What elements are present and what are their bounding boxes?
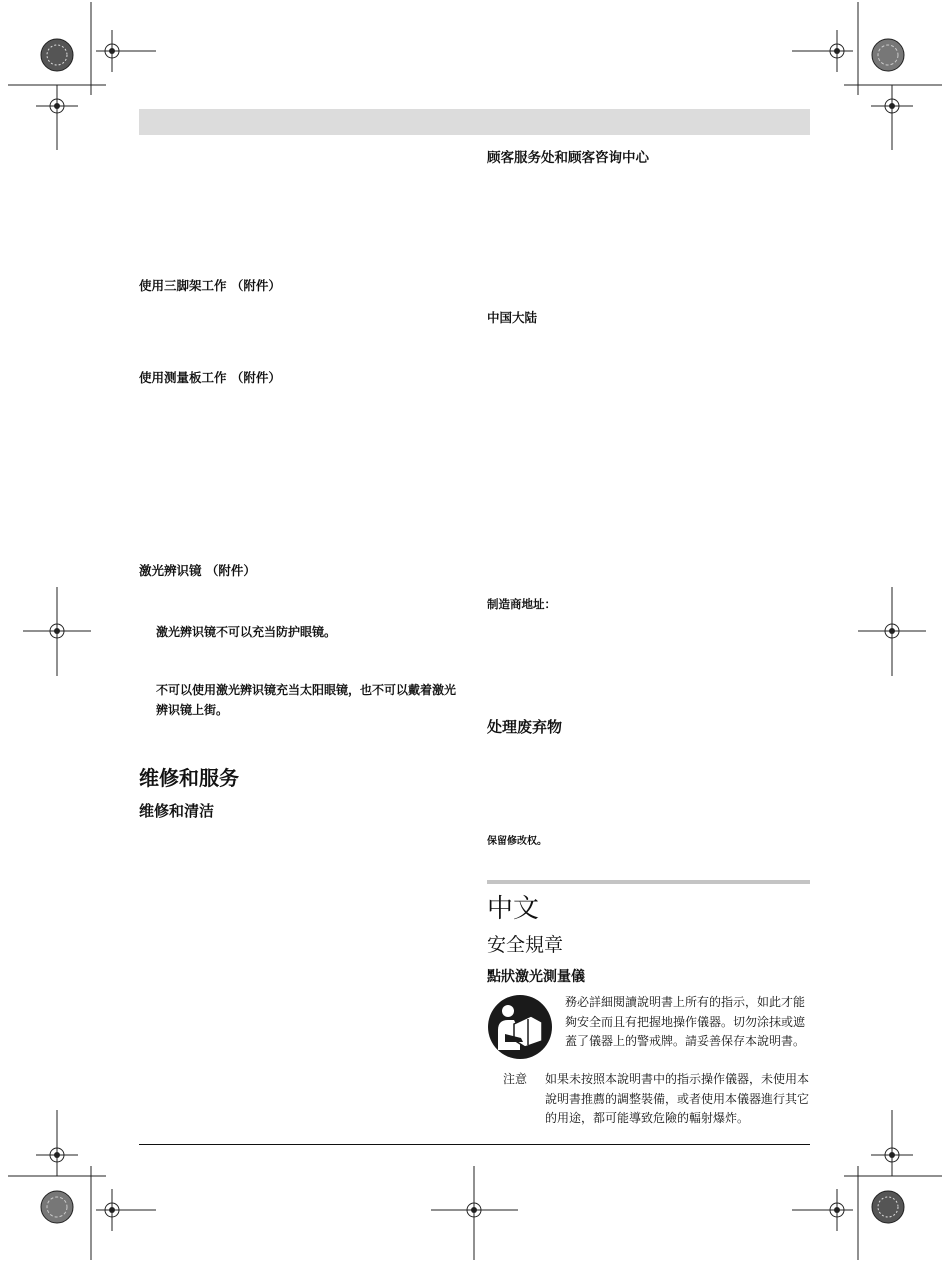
language-title: 中文 bbox=[487, 894, 540, 924]
safety-heading: 安全規章 bbox=[487, 934, 564, 956]
disposal-heading: 处理废弃物 bbox=[487, 718, 563, 736]
caution-text: 如果未按照本說明書中的指示操作儀器，未使用本說明書推薦的調整裝備，或者使用本儀器進行其它的用途，都可能導致危險的輻射爆炸。 bbox=[545, 1072, 810, 1125]
maintenance-section-title: 维修和服务 bbox=[139, 766, 239, 790]
caution-label: 注意 bbox=[503, 1072, 528, 1086]
warning-not-sunglasses: 不可以使用激光辨识镜充当太阳眼镜，也不可以戴着激光辨识镜上街。 bbox=[156, 683, 457, 717]
laser-glasses-heading: 激光辨识镜 （附件） bbox=[139, 563, 256, 578]
customer-service-heading: 顾客服务处和顾客咨询中心 bbox=[487, 150, 649, 166]
warning-not-protective-glasses: 激光辨识镜不可以充当防护眼镜。 bbox=[156, 625, 337, 639]
tripod-heading: 使用三脚架工作 （附件） bbox=[139, 278, 281, 293]
mainland-china-heading: 中国大陆 bbox=[487, 310, 538, 325]
maintenance-cleaning-heading: 维修和清洁 bbox=[139, 802, 215, 820]
target-plate-heading: 使用测量板工作 （附件） bbox=[139, 370, 281, 385]
instruction-text: 務必詳細閱讀說明書上所有的指示，如此才能夠安全而且有把握地操作儀器。切勿涂抹或遮蓋了儀器上的警戒牌。請妥善保存本說明書。 bbox=[565, 995, 806, 1048]
rights-reserved-note: 保留修改权。 bbox=[487, 836, 547, 847]
device-heading: 點狀激光測量儀 bbox=[487, 969, 585, 985]
manufacturer-address-label: 制造商地址： bbox=[487, 597, 556, 611]
